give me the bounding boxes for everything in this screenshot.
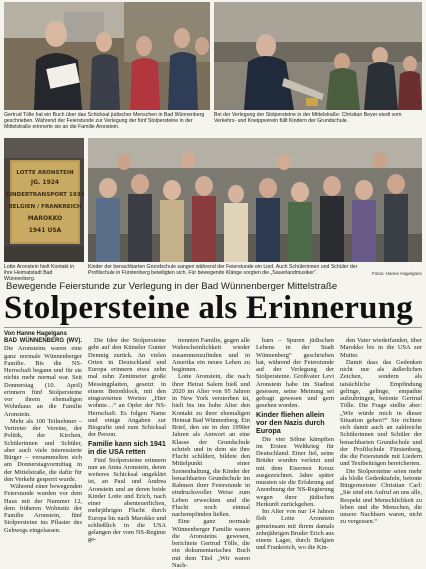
photo-caption-bottom-left: Lotte Aronstein hielt Kontakt in ihre Heimatstadt Bad Wünnenberg.	[4, 264, 75, 283]
article-paragraph: Die Stolpersteine seien mehr als bloße Gedenktafeln, betonte Bürgermeister Christian Carl: „Sie sind ein Aufruf an uns alle, Respekt und Menschlichkeit zu leben und die Menschen, die unsere Nachbarn waren, nicht zu vergessen.“	[340, 467, 422, 526]
article-byline: Von Hanne Hagelgans	[4, 331, 67, 337]
headline-rule	[4, 327, 422, 328]
article-column-3	[172, 337, 250, 569]
article-paragraph: den Vater wiederfanden, über Marokko bis in die USA zur Mutter.	[340, 337, 422, 359]
article-kicker: Bewegende Feierstunde zur Verlegung in der Bad Wünnenberger Mittelstraße	[6, 281, 338, 292]
article-column-4	[256, 337, 334, 552]
subheading: Kinder fliehen allein vor den Nazis durch Europa	[256, 409, 325, 435]
plaque-line-4: BELGIEN / FRANKREICH	[8, 204, 82, 210]
article-headline: Stolpersteine als Erinnerung	[4, 290, 413, 326]
article-column-1	[4, 337, 82, 534]
article-paragraph: Während einer bewegenden Feierstunde wurden vor dem Haus mit der Nummer 12, dem früheren Wohnsitz der Familie Aronstein, fünf Stolpersteine ins Pflaster des Gehwegs eingelassen.	[4, 483, 82, 534]
photo-caption-top-right: Bei der Verlegung der Stolpersteine in der Mittelstraße: Christian Beyer-stedt vom Verkehrs- und Kneippverein füllt Kindern der Grundschule.	[214, 112, 402, 125]
article-paragraph: Damit dass das Gedenken nicht nur als äußerlichen Zeichen, sondern als tatsächliche Empfindung gelinge, gelinge, empathie aufzubringen, betonte Gertrud Tölle. Die Frage stellte aber: „Wie würde mich in dieser Situation gehen?“ Sie richtete sich damit auch an zahlreiche Schülerinnen und Schüler der benachbarten Grundschule und der Profilschule Fürstenberg, die die Feierstunde mit Liedern und Textbeiträgen bereicherten.	[340, 358, 422, 468]
plaque-line-3: KINDERTRANSPORT 1939	[5, 192, 85, 198]
photo-credit: Fotos: Hanne Hagelgans	[372, 271, 422, 276]
photo-children-singing	[88, 138, 422, 262]
photo-caption-top-left: Gertrud Tölle hat ein Buch über das Schicksal jüdischer Menschen in Bad Wünnenberg geschrieben. Während der Feierstunde zur Verlegung der fünf Stolpersteine in der Mittelstraße erinnerte sie an die Familie Aronstein.	[4, 112, 205, 131]
photo-stone-laying	[214, 2, 422, 110]
article-paragraph: trennten Familie, gegen alle Wahrscheinlichkeit wieder zusammenzufinden und in Amerika ein neues Leben zu beginnen.	[172, 337, 250, 373]
article-paragraph: Die vier Söhne kämpften im Ersten Weltkrieg für Deutschland. Einer fiel, seine Brüder wurden verletzt und mit dem Eisernen Kreuz ausgezeichnet. Jahre später mussten sie die Erfahrung auf Anordnung der NS-Regierung wegen ihrer jüdischen Herkunft zurückgeben.	[256, 435, 334, 508]
article-paragraph: Fünf Stolpersteine erinnern nun an Anna Aronstein, deren weiteres Schicksal ungeklärt ist, an Paul und Andrea Aronstein und an deren beide Kinder Lotte und Erich, nach einer abenteuerlichen, mehrjährigen Flucht durch Europa bis nach Marokko und schließlich in die USA gelangen der vom NS-Regime ge-	[88, 456, 166, 544]
plaque-line-2: JG. 1924	[30, 179, 60, 186]
lead-text: Die Aronsteins waren eine ganz normale Wünnenberger Familie. Bis die NS-Herrschaft begann und für sie nichts mehr normal war. Seit Donnerstag (10. April) erinnern fünf Stolpersteine vor ihrem ehemaligen Wohnhaus an die Familie Aronstein.	[4, 345, 82, 418]
photo-stolperstein-plaque	[4, 138, 84, 262]
article-paragraph: Lotte Aronstein, die nach ihrer Heirat Salem hieß und 2020 im Alter von 95 Jahren in New York verstorben ist, hielt bis ins hohe Alter den Kontakt zu ihrer ehemaligen Heimat Bad Wünnenberg. Ein Brief, den sie in den 1990er Jahren als Antwort an eine Klasse der Grundschule schrieb und in dem sie ihre Flucht schildert, bildete den Mittelpunkt einer Szenenhaltung, die Kinder der benachbarten Grundschule im Rahmen ihrer Feierstunde in eindrucksvoller Weise zum Leben erweckten und die Flucht noch einmal nachempfinden ließen.	[172, 373, 250, 518]
subheading: Familie kann sich 1941 in die USA retten	[88, 438, 166, 456]
article-column-2	[88, 337, 166, 544]
article-paragraph: Die Idee der Stolpersteine geht auf den Künstler Gunter Demnig zurück. An vielen Orten in Deutschland und Europa erinnern etwa zehn mal zehn Zentimeter große Messingplatten, gesetzt in einem Betonblock, mit den eingravierten Worten „Hier wohnte…“ an Opfer der NS-Herrschaft. Es folgen Name und einige Angaben zur Biografie und zum Schicksal der Person.	[88, 337, 166, 439]
article-column-5	[340, 337, 422, 526]
plaque-line-6: 1941 USA	[28, 227, 62, 234]
article-paragraph	[4, 337, 82, 418]
article-paragraph: Eine ganz normale Wünnenberger Familie waren die Aronsteins gewesen, berichtete Gertrud Tölle, die ein dokumentarisches Buch mit dem Titel „Wir waren Nach-	[172, 518, 250, 569]
article-paragraph: Im Alter von nur 14 Jahren floh Lotte Aronstein gemeinsam mit ihrem damals zehnjährigen Bruder Erich aus einem Lager, durch Belgien und Frankreich, wo die Kin-	[256, 508, 334, 552]
plaque-line-1: LOTTE ARONSTEIN	[16, 170, 74, 176]
photo-gertrud-toelle	[4, 2, 210, 110]
article-paragraph: Mehr als 100 Teilnehmer – Vertreter der Vereine, der Politik, der Kirchen, Schülerinnen und Schüler, aber auch viele interessierte Bürger – versammelten sich am Donnerstagvormittag in der Mittelstraße, die dafür für den Verkehr gesperrt wurde.	[4, 417, 82, 483]
article-paragraph: barn – Spuren jüdischen Lebens in der Stadt Wünnenberg“ geschrieben hat, während der Feierstunde auf der Verlegung der Stolpersteine. Großvater Levi Aronstein habe im Stadtrat gesessen, seine Meinung sei gefragt gewesen und gern gesehen worden.	[256, 337, 334, 410]
plaque-line-5: MAROKKO	[27, 215, 63, 222]
dateline: BAD WÜNNENBERG (WV).	[4, 338, 82, 344]
photo-caption-bottom-right: Kinder der benachbarten Grundschule sangen während der Feierstunde ein Lied. Auch Schülerinnen und Schüler der Profilschule in Fürstenberg beteiligten sich. Für bewegende Klänge sorgten die „Sauerlandmusiker“.	[88, 264, 358, 277]
